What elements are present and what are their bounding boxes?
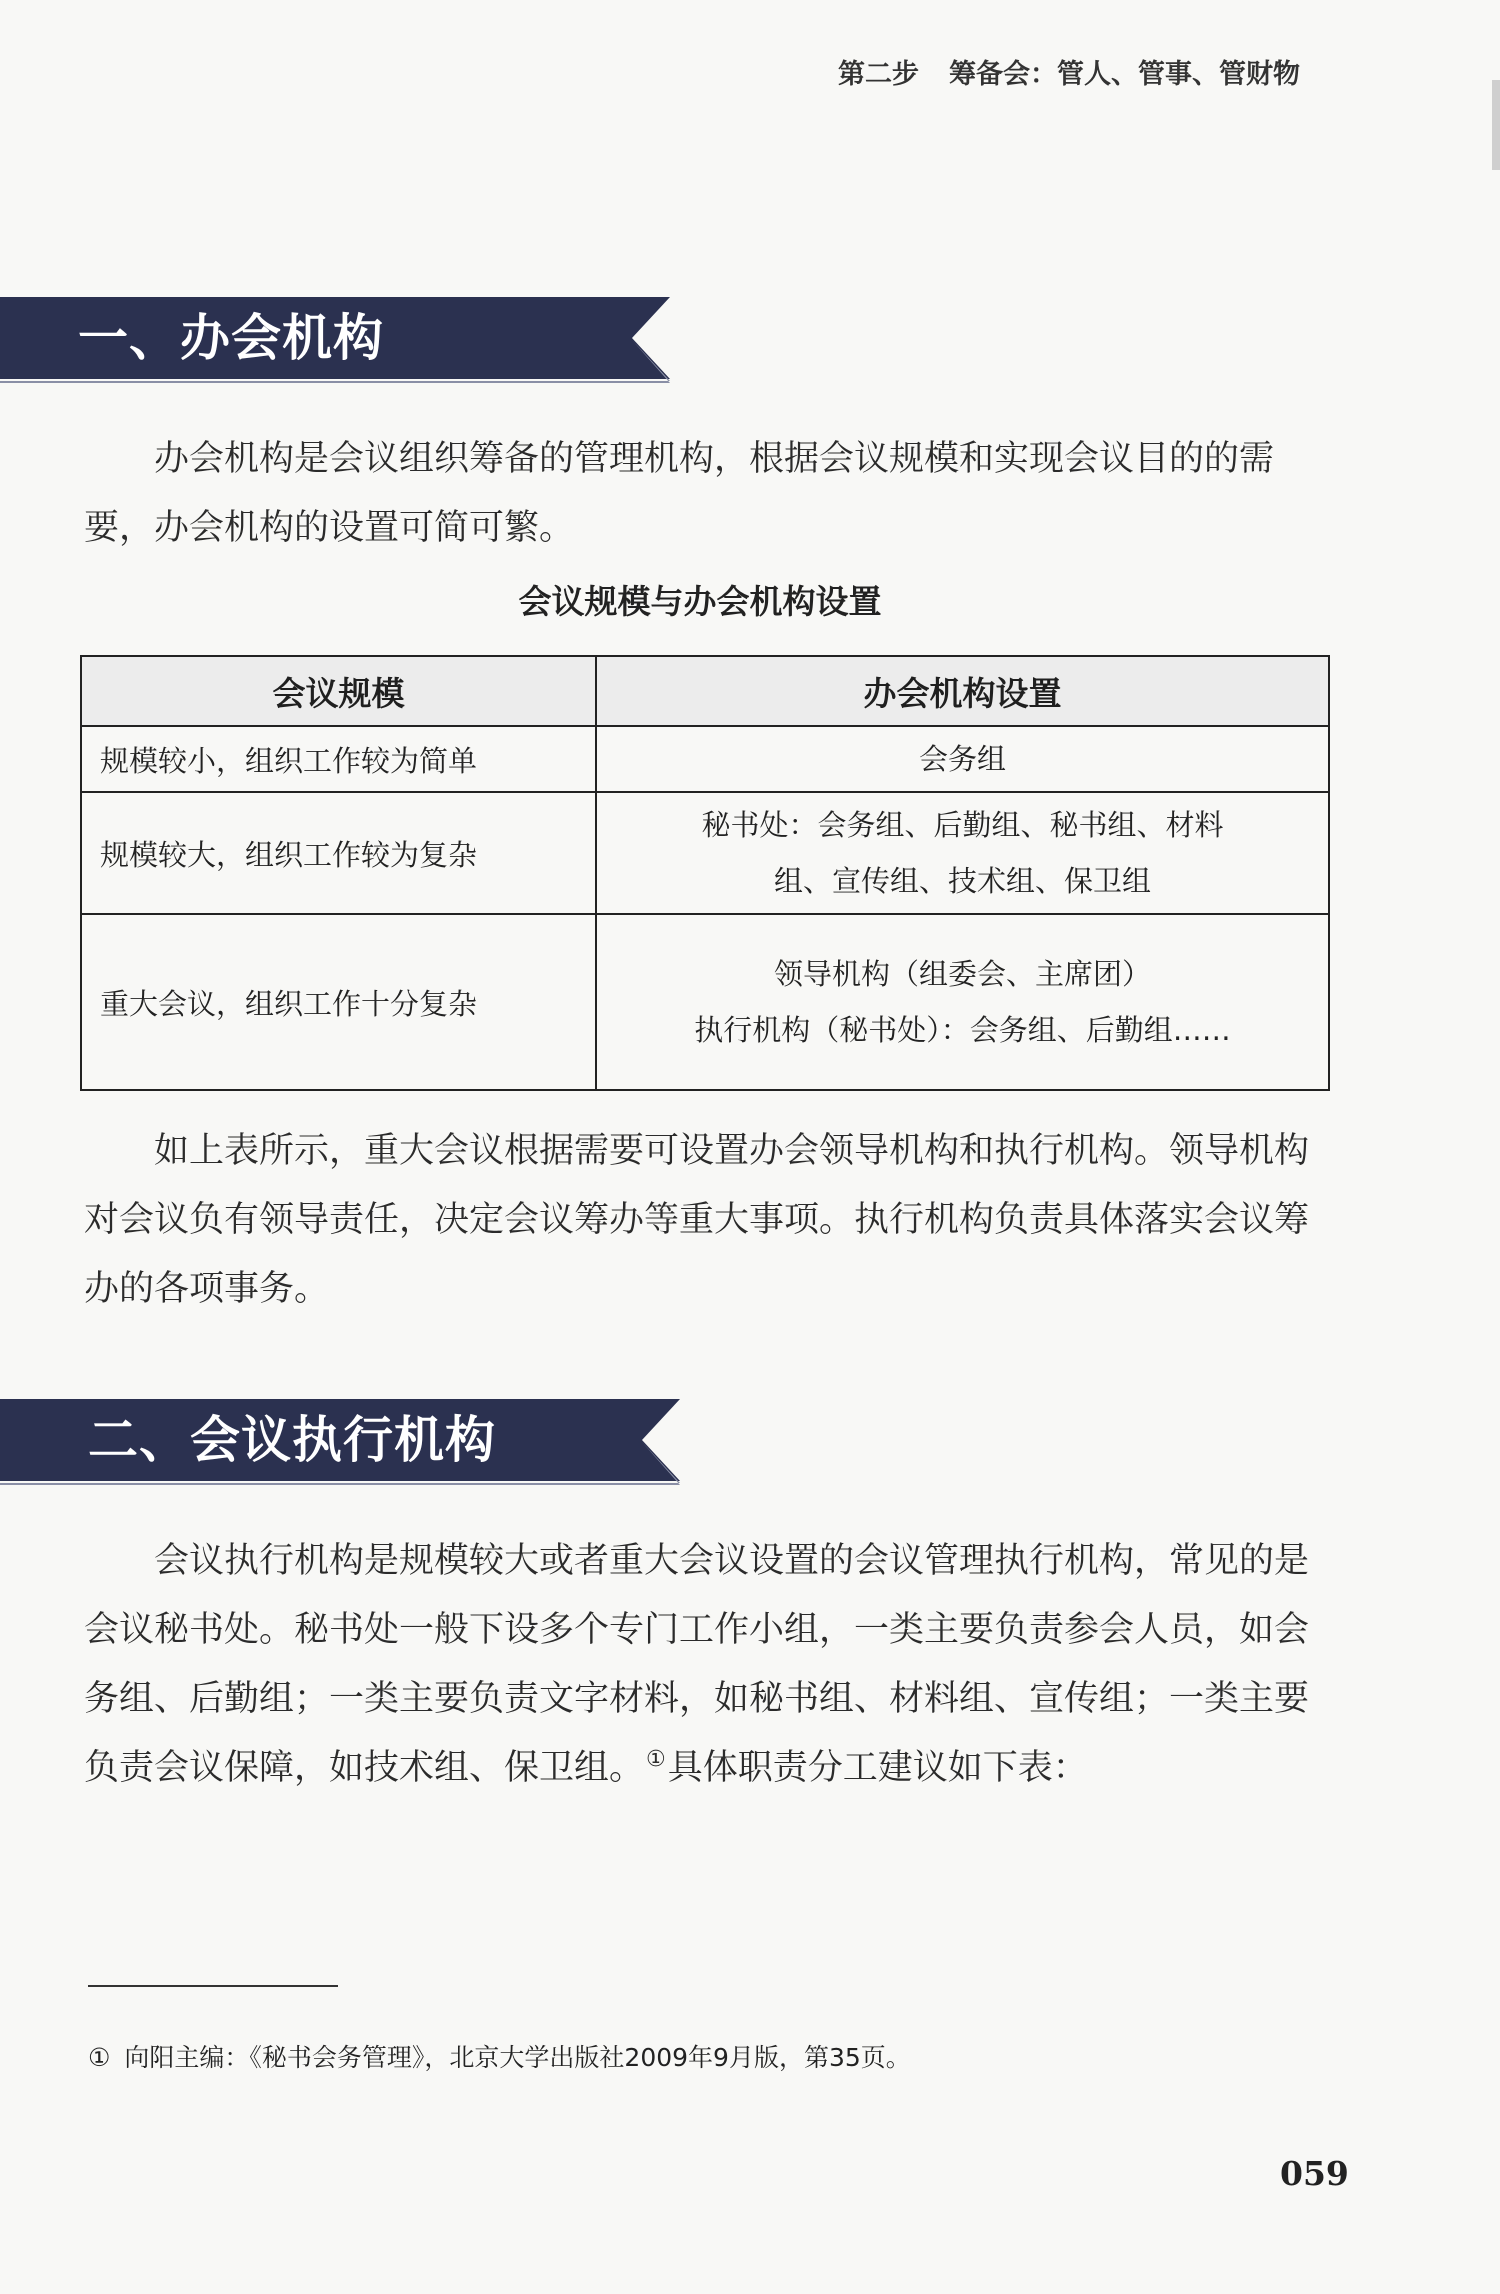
table-header-row (81, 656, 1329, 726)
setup-line: 执行机构（秘书处）：会务组、后勤组…… (694, 1013, 1231, 1047)
table-row (81, 792, 1329, 914)
footnote-divider (88, 1985, 338, 1987)
table-header-scale: 会议规模 (81, 656, 596, 726)
section-heading-1: 一、办会机构 (78, 309, 384, 367)
table-row (81, 914, 1329, 1090)
table-row (81, 726, 1329, 792)
setup-line: 会务组 (918, 742, 1006, 776)
setup-line: 领导机构（组委会、主席团） (773, 957, 1151, 991)
running-head-title: 筹备会：管人、管事、管财物 (949, 59, 1300, 90)
section-banner-2 (0, 1399, 690, 1481)
table-cell-setup (596, 726, 1329, 792)
section-banner-1 (0, 297, 680, 379)
running-head (838, 52, 1300, 91)
table-cell-scale: 规模较大，组织工作较为复杂 (81, 792, 596, 914)
table-header-setup: 办会机构设置 (596, 656, 1329, 726)
setup-line: 秘书处：会务组、后勤组、秘书组、材料 (701, 808, 1224, 842)
running-head-step: 第二步 (838, 59, 919, 90)
section2-paragraph-1 (84, 1527, 1334, 1803)
table-cell-setup (596, 792, 1329, 914)
section1-paragraph-2: 如上表所示，重大会议根据需要可设置办会领导机构和执行机构。领导机构对会议负有领导责任，决定会议筹办等重大事项。执行机构负责具体落实会议筹办的各项事务。 (84, 1131, 1310, 1309)
table-cell-scale: 重大会议，组织工作十分复杂 (81, 914, 596, 1090)
section-heading-2: 二、会议执行机构 (88, 1411, 496, 1469)
section2-paragraph-text-a: 会议执行机构是规模较大或者重大会议设置的会议管理执行机构，常见的是会议秘书处。秘书处一般下设多个专门工作小组，一类主要负责参会人员，如会务组、后勤组；一类主要负责文字材料，如秘书组、材料组、宣传组；一类主要负责会议保障，如技术组、保卫组。 (84, 1541, 1310, 1788)
table-cell-setup (596, 914, 1329, 1090)
footnote-text: 向阳主编：《秘书会务管理》，北京大学出版社2009年9月版，第35页。 (124, 2043, 911, 2072)
table-cell-scale: 规模较小，组织工作较为简单 (81, 726, 596, 792)
organization-table (80, 655, 1330, 1091)
page-number: 059 (1280, 2154, 1349, 2193)
setup-line: 组、宣传组、技术组、保卫组 (773, 864, 1151, 898)
page-edge-tab (1492, 80, 1500, 170)
section1-paragraph-1: 办会机构是会议组织筹备的管理机构，根据会议规模和实现会议目的的需要，办会机构的设置可简可繁。 (84, 439, 1275, 548)
table-caption: 会议规模与办会机构设置 (518, 582, 882, 621)
footnote-mark: ① (88, 2043, 111, 2072)
footnote-reference[interactable]: ① (646, 1747, 666, 1773)
footnote (88, 2038, 911, 2074)
section2-paragraph-text-b: 具体职责分工建议如下表： (667, 1748, 1088, 1788)
